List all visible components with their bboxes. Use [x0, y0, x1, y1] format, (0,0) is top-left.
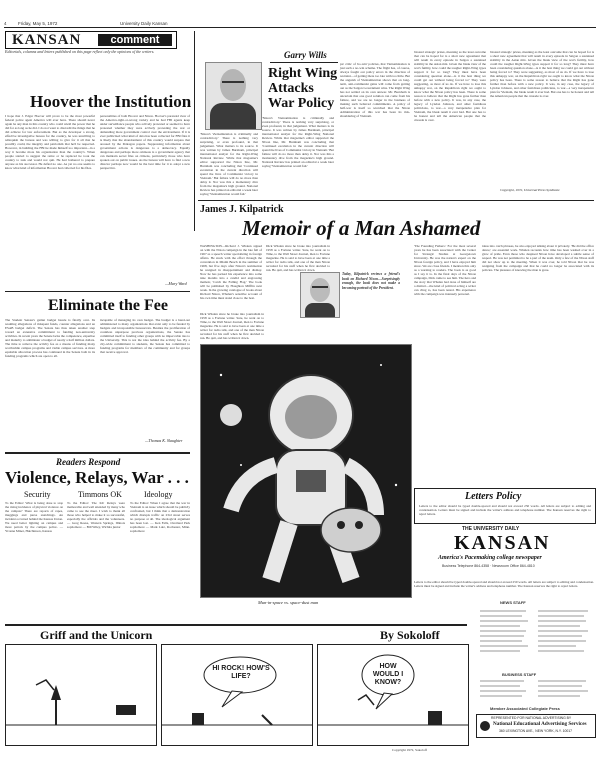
udk-masthead — [414, 526, 594, 576]
wills-headline-1: Right Wing — [268, 66, 338, 81]
wills-column-1-lower: 'Nixon's Vietnamization is criminally and contradictory.' There is nothing very surprising, or even profound, in that judgement. What matters is its source. It was written by James Burnham, principal international analyst for the Right-Wing National Review. While that magazine's editor supported the Nixon line, Mr. Burnham was concluding that 'Continued escalation in the current direction will spend the lives of Communist victory in Vietnam.' But failure will do no more than delay it. Nor was this a momentary dive from the magazine's high ground. National Review has printed an editorial a week later saying 'Vietnamization would fail.' — [262, 116, 334, 168]
member-acp: Member Associated Collegiate Press — [490, 706, 560, 711]
panel-3-drawing — [318, 645, 468, 745]
wills-column-4: bloated strategic prizes, meaning as the least outcome that can be hoped for is a short new agreement that will result in every episode in Saigon a sustained stability in the Asian mix. Given the bleak view of the war's futility, how could the tougher Right-Wing types support it for so long? They must have been considering question alone—is it the best thing we could get out without being forced to? They were suggesting, as most of us do. If we have to lose this unhappy war, on the Republican right we ought to know what the Nixon policy has been. There is some reason to believe that the Right has gone further than before with a new policy. It was, in any case, the legacy of Lyndon Johnson, and other fastidious politicians, to war—a very inexpensive plan for Vietnam, the bleak result it ever had. But one has to be honest and tell the American people that the crusade is over. — [490, 50, 594, 98]
fee-signature: —Thomas K. Slaughter — [145, 438, 183, 443]
kilpatrick-column-4: ideas into catch phrases, he also enjoyed talking about it privately. 'He did the office dance,' are essential work. Whalen recounts how time has been washed over in a glow of pride. Even those who despised Nixon have developed a subtle sense of respect. He was not permitted to be a part of the team. Only a few of the Nixon staff did not show up to the meeting. When it was over, he told Nixon that he was resigning from the campaign and that he could no longer be associated with its policies. The pleasure of knowing the man is gone. — [482, 244, 594, 272]
letters-policy-title: Letters Policy — [465, 491, 522, 502]
kilpatrick-column-2: Dick Whalen since he broke into journalism in 1958 as a Fortune writer. Sure, he went on to Time, to the Wall Street Journal, then to Fortune magazine. He is said to have been at one time a writer for radio talk, and one of the men Nixon recruited for his staff when he first decided to run. He quit, and has written it down. — [266, 244, 330, 272]
letters-policy-text: Letters to the editor should be typed double-spaced and should not exceed 250 words. All letters are subject to editing and condensation. Letters must be signed and include the writer's address and telephone number. The Kansan reserves the right to reject letters. — [419, 504, 591, 516]
readers-headline: Violence, Relays, War . . . — [5, 468, 189, 487]
kilpatrick-column-1b: Dick Whalen since he broke into journalism in 1958 as a Fortune writer. Sure, he went on to Time, to the Wall Street Journal, then to Fortune magazine. He is said to have been at one time a writer for radio talk, and one of the men Nixon recruited for his staff when he first decided to run. He quit, and has written it down. — [200, 312, 264, 340]
wills-bottom-rule — [198, 200, 594, 201]
masthead-top: THE UNIVERSITY DAILY — [462, 526, 520, 532]
fee-column-2: incapable of managing its own budget. The budget is a hand-out administered to many organizations that exist only to be funded by budgets and irresponsible bureaucrats. Besides the proliferation of countless unpurpose previous organizations, the Senate has committed itself to funding other groups with no impeccable ties to the University. This is not the idea behind the activity fee. By a city-wide commitment to students, the Senate has committed to funding programs for members of the community and for groups that receive approval. — [100, 318, 190, 354]
wills-suit — [210, 103, 256, 129]
news-staff-list — [476, 608, 592, 658]
comic-panel-3 — [317, 644, 469, 746]
cartoon-drawing — [201, 345, 411, 597]
hoover-rule — [5, 291, 190, 292]
wills-headline-3: War Policy — [268, 96, 335, 111]
letters-policy-box — [414, 488, 596, 524]
comic-copyright: Copyright 1972, Sokoloff — [392, 748, 427, 752]
publication-notice: Letters to the editor should be typed double-spaced and should not exceed 250 words. All letters are subject to editing and condensation. Letters must be signed and include the writer's address and telephone number. The Kansan reserves the right to reject letters. — [414, 580, 594, 588]
wills-copyright: Copyright, 1972, Universal Press Syndicate — [500, 188, 560, 192]
hoover-column-1: I hope that J. Edgar Hoover will prove to be the most powerful federal police agent America will ever have. There should never again be any man in this country who could wield the power that he did for as long as he did. I do not want to discredit the things that he did achieve for law enforcement. But as the developer a strong, effective investigative bureau for the country, he was unwilling to relinquish the bureau and was willing to give for it all that he possibly could, the integrity and patriotism that he'd be respected. However, in building the FBI he made himself too important—in a way it became more his organization than the country's. When people started to suggest the retire or be replaced he took the country to task and would not quit. He had bothered to prepare anyone as his successor. He defied no one. As yet no one seems to know what kind of information Hoover had collected for his files. — [5, 114, 95, 170]
page-number: 4 — [4, 21, 7, 26]
wills-column-2: pic critic of 'no-win' policies, that Vietnamization is just such a no-win scheme. The flight has, of course, always fought our policy errors in the direction of restraint—of getting there too late with too little. But the anguish of Vietnamization shows that on long-term, anti-communist gains will come from getting out as the Saigon Government wins. The Right Wing has not settled on its own answer. Mr. Burnham is uncertain that one good solution can come from his failure, and we are no longer in the business of making such believed commitments. A policy of half-war is itself so wretched that the Nixon Administration of this war has been its mis-shouldering of Vietnam. — [340, 62, 410, 118]
editorial-cartoon — [200, 344, 412, 598]
news-staff-lines — [476, 608, 592, 658]
subject-glasses — [312, 286, 328, 292]
comic-strip — [5, 644, 469, 746]
wills-headline-2: Attacks — [268, 81, 314, 96]
paper-name: University Daily Kansan — [120, 21, 168, 26]
kansan-comment-box — [5, 31, 177, 71]
letter-title-ideology: Ideology — [144, 490, 173, 499]
masthead-tagline: America's Pacemaking college newspaper — [438, 555, 542, 561]
kilpatrick-caption: Today, Kilpatrick reviews a friend's book on Richard Nixon—Surprisingly enough, the book does not make a becoming portrait of the President. — [342, 272, 400, 290]
nea-ad-box — [476, 714, 596, 738]
letter-ideology: To the Editor: When I agree that the war in Vietnam is an issue which should be publicly confronted, but I think that a demonstration which disrupts traffic on 23rd street serves no purpose at all. The ideological argument has been lost. — Ken Fells, Overland Park sophomore — Mark Lutz, Rochester, Minn. sophomore — [130, 501, 190, 533]
balloon-1-text: HI ROCK! HOW'S LIFE? — [212, 665, 270, 680]
news-staff-heading: NEWS STAFF — [500, 600, 526, 605]
wills-column-3: bloated strategic prizes, meaning as the least outcome that can be hoped for is a short new agreement that will result in every episode in Saigon a sustained stability in the Asian mix. Given the bleak view of the war's futility, how could the tougher Right-Wing types support it for so long? They must have been considering question alone—is it the best thing we could get out without being forced to? They were suggesting, as most of us do. If we have to lose this unhappy war, on the Republican right we ought to know what the Nixon policy has been. There is some reason to believe that the Right has gone further than before with a new policy. It was, in any case, the legacy of Lyndon Johnson, and other fastidious politicians, to war—a very inexpensive plan for Vietnam, the bleak result it ever had. But one has to be honest and tell the American people that the crusade is over. — [414, 50, 486, 122]
nea-address: 360 LEXINGTON AVE., NEW YORK, N.Y. 10017 — [499, 729, 573, 733]
comment-policy-note: Editorials, columns and letters published on this page reflect only the opinions of the writers. — [5, 49, 155, 54]
letter-timmons: To the Editor: The KU Relays were memorable and well attended by many who came to see the meet. I wish to thank all those who helped to make it so successful, especially the officials and the volunteers. — Greg Reese, Western Springs, Illinois sophomore — Bill Wiley, Wichita junior — [67, 501, 125, 529]
wills-column-1-upper: 'Nixon's Vietnamization is criminally and contradictory.' There is nothing very surprising, or even profound, in that judgement. What matters is its source. It was written by James Burnham, principal international analyst for the Right-Wing National Review. While that magazine's editor supported the Nixon line, Mr. Burnham was concluding that 'Continued escalation in the current direction will spend the lives of Communist victory in Vietnam.' But failure will do no more than delay it. Nor was this a momentary dive from the magazine's high ground. National Review has printed an editorial a week later saying 'Vietnamization would fail.' — [200, 132, 258, 196]
kilpatrick-headline: Memoir of a Man Ashamed — [242, 216, 481, 240]
letter-title-security: Security — [24, 490, 51, 499]
comic-panel-2 — [161, 644, 313, 746]
comic-title: Griff and the Unicorn — [40, 628, 153, 642]
balloon-2-text: HOW WOULD I KNOW? — [372, 663, 404, 686]
panel-1-drawing — [6, 645, 156, 745]
comment-logo-frame — [5, 31, 177, 49]
business-staff-lines — [476, 678, 592, 702]
folio-rule — [4, 27, 596, 28]
kilpatrick-column-1: WASHINGTON—Richard J. Whalen signed on with the Nixon campaign in the late fall of 1967 as a speech writer specializing in foreign affairs. He stuck with the effort through the convention in Miami Beach in the summer of 1968, but five days after Nixon's nomination he resigned in disappointment and dismay. Now he has packed his experience into some nine months into a candid and engrossing memoir, 'Catch the Falling Flag.' The book will be published by Houghton Mifflin next week. In the growing catalogue of books about Richard Nixon, Whalen's sensitive account of his own time must stand close to the best. — [200, 244, 262, 300]
masthead-name: KANSAN — [454, 532, 551, 554]
letter-title-timmons: Timmons OK — [78, 490, 122, 499]
hoover-headline: Hoover the Institution — [30, 92, 192, 111]
wills-byline: Garry Wills — [284, 50, 327, 60]
kilpatrick-byline: James J. Kilpatrick — [200, 204, 284, 215]
fee-rule — [5, 452, 190, 454]
kilpatrick-column-3: 'The Founding Fathers.' For the most several years he has been associated with the Center for Strategic Studies at Georgetown University. He was the nation's expert on the Nixon foreign policy, and I have enjoyed him since. We are close friends. I mention this only as a warning to readers. The book is as good as I say it is. In the final days of the Nixon campaign, Dick came to see him. The hero and the story that Whalen had done of himself are a distinct—the kind of political acting a writer can cling to, has been tested. His experience with the campaign was intensely personal. — [414, 244, 477, 296]
letter-security: To the Editor: What is being done to stop the rising incidence of physical violence on the campus? There are reports of rapes, muggings and purse snatchings. An incident occurred behind the Kansas Union. We need better lighting on campus and more patrols by the campus police. — Yvonne Miner, Hutchinson, Kansas — [5, 501, 63, 533]
kansan-logo-text: KANSAN — [12, 32, 82, 48]
issue-date: Friday, May 5, 1972 — [18, 21, 58, 26]
business-staff-heading: BUSINESS STAFF — [502, 672, 537, 677]
fee-headline: Eliminate the Fee — [48, 297, 168, 314]
comic-top-rule — [5, 624, 467, 626]
masthead-phones: Business Telephone 864-4358 · Newsroom Office 864-4810 — [442, 564, 535, 568]
column-divider — [194, 31, 195, 231]
wills-byline-rule — [270, 62, 338, 63]
business-staff-list — [476, 678, 592, 702]
wills-photo — [205, 62, 262, 130]
readers-kicker: Readers Respond — [56, 457, 121, 467]
nea-logo — [480, 721, 490, 731]
panel-2-drawing — [162, 645, 312, 745]
nea-name: National Educational Advertising Services — [493, 721, 587, 727]
comment-logo-text: comment — [98, 34, 172, 46]
comic-panel-1 — [5, 644, 157, 746]
wills-glasses — [222, 81, 244, 88]
hoover-column-2: personalities of both Hoover and Nixon. Hoover's paranoid view of the America-right-or-wrong variety and he had FBI agents keep under surveillance people who actively protested or seemed to have protested whether they were actively protesting the war or demanding more government control over the environment. If it is ever publicized what kind of data has been collected for FBI files it is likely that the abandonment of this country would surpass that aroused by the Pentagon papers. Suppressing information about government actions is dangerous to a democracy. Equally dangerous and perhaps more ominous is a government agency that can maintain secret files on citizens, particularly those who have spoken out on public issues. As the bureau will have to find a new director perhaps now would be the best time for it to adopt a new perspective. — [100, 114, 190, 170]
kilpatrick-subject-photo — [300, 272, 340, 318]
hoover-signature: —Mary Ward — [165, 281, 187, 286]
nea-represented: REPRESENTED FOR NATIONAL ADVERTISING BY — [491, 716, 572, 720]
subject-suit — [305, 303, 335, 317]
comic-author: By Sokoloff — [380, 628, 440, 642]
cartoon-caption: Mun-in-space vs. space-dust man — [258, 600, 319, 605]
fee-column-1: The Student Senate's gamut budget hassle is finally over. Its resulting allegations of misspent funds, counter allegations and an ESAB budget deficit. The Senate has thus taken another step toward an extensive commitment to funding non-university activities. In recent years the Senate lacks the competence, expertise and maturity to administer a budget of nearly a half million dollars. The time to remove the activity fee as a means of funding many worthwhile campus programs and viable campus services. A more equitable allocation process has continued in the Senate both in its funding programs which are open to all. — [5, 318, 95, 358]
